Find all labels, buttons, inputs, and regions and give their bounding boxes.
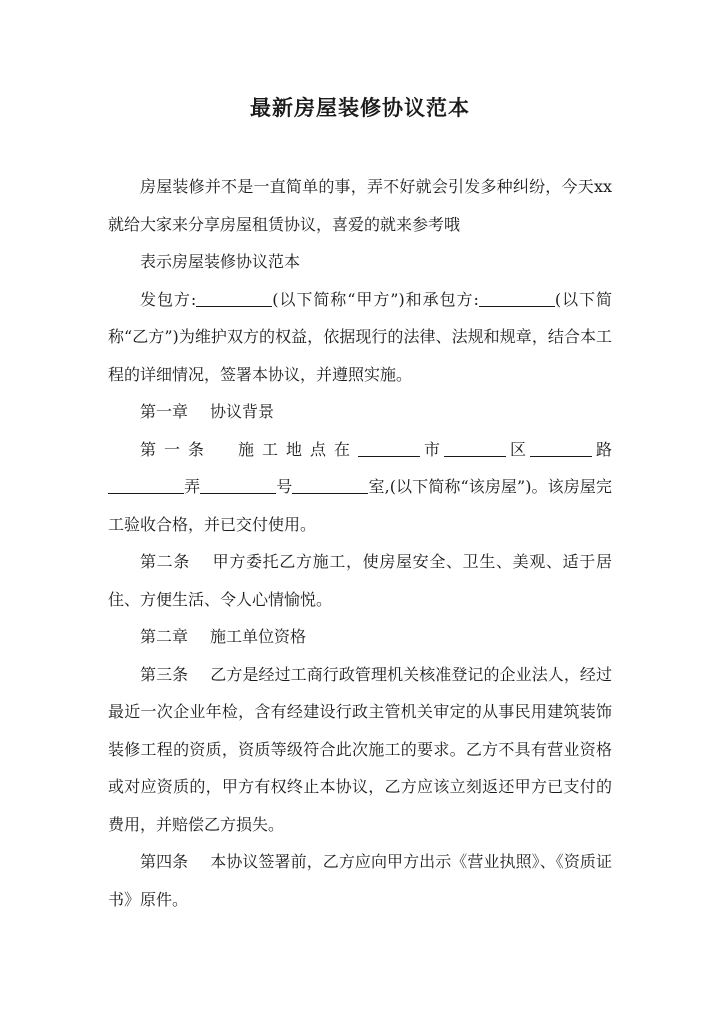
district-label: 区 <box>505 439 530 459</box>
article-1-paragraph <box>108 431 612 544</box>
lane-blank <box>108 477 184 494</box>
party-b-blank <box>479 290 555 307</box>
city-blank <box>358 440 420 457</box>
party-a-blank <box>196 290 272 307</box>
party-a-label: 发包方: <box>140 289 197 309</box>
article-2-number: 第二条 <box>140 552 190 571</box>
article-3-number: 第三条 <box>140 664 189 684</box>
chapter-2-heading <box>108 618 612 656</box>
room-blank <box>292 477 368 494</box>
chapter-1-number: 第一章 <box>140 402 189 421</box>
article-1-number: 第一条 <box>140 439 212 459</box>
chapter-1-heading <box>108 393 612 431</box>
number-blank <box>200 477 276 494</box>
parties-paragraph <box>108 281 612 394</box>
document-title: 最新房屋装修协议范本 <box>250 95 470 120</box>
article-2-paragraph <box>108 543 612 618</box>
article-4-paragraph <box>108 843 612 918</box>
article-1-prefix: 施工地点在 <box>233 439 358 459</box>
article-1-suffix: (以下简称“该房屋”)。该房屋完工验收合格，并已交付使用。 <box>108 477 612 534</box>
chapter-2-title: 施工单位资格 <box>210 627 307 646</box>
road-label: 路 <box>591 439 612 459</box>
city-label: 市 <box>419 439 444 459</box>
document-body <box>108 168 612 918</box>
room-label: 室, <box>368 477 390 496</box>
road-blank <box>530 440 592 457</box>
party-b-suffix: (以下简称“乙方”)为维护双方的权益，依据现行的法律、法规和规章，结合本工程的详细情况，签署本协议，并遵照实施。 <box>108 289 612 384</box>
party-a-suffix: (以下简称“甲方”)和承包方: <box>272 289 479 309</box>
article-3-text: 乙方是经过工商行政管理机关核准登记的企业法人，经过最近一次企业年检，含有经建设行政主管机关审定的从事民用建筑装饰装修工程的资质，资质等级符合此次施工的要求。乙方不具有营业资格或对应资质的，甲方有权终止本协议，乙方应该立刻返还甲方已支付的费用，并赔偿乙方损失。 <box>108 664 612 834</box>
subtitle-paragraph: 表示房屋装修协议范本 <box>140 252 301 271</box>
article-3-paragraph <box>108 656 612 844</box>
chapter-1-title: 协议背景 <box>210 402 275 421</box>
intro-paragraph: 房屋装修并不是一直简单的事，弄不好就会引发多种纠纷，今天xx就给大家来分享房屋租赁协议，喜爱的就来参考哦 <box>108 177 612 234</box>
lane-label: 弄 <box>184 477 201 496</box>
chapter-2-number: 第二章 <box>140 627 189 646</box>
district-blank <box>444 440 506 457</box>
article-2-text: 甲方委托乙方施工，使房屋安全、卫生、美观、适于居住、方便生活、令人心情愉悦。 <box>108 552 612 609</box>
article-4-number: 第四条 <box>140 852 189 871</box>
article-4-text: 本协议签署前，乙方应向甲方出示《营业执照》、《资质证书》原件。 <box>108 852 612 909</box>
number-label: 号 <box>276 477 293 496</box>
